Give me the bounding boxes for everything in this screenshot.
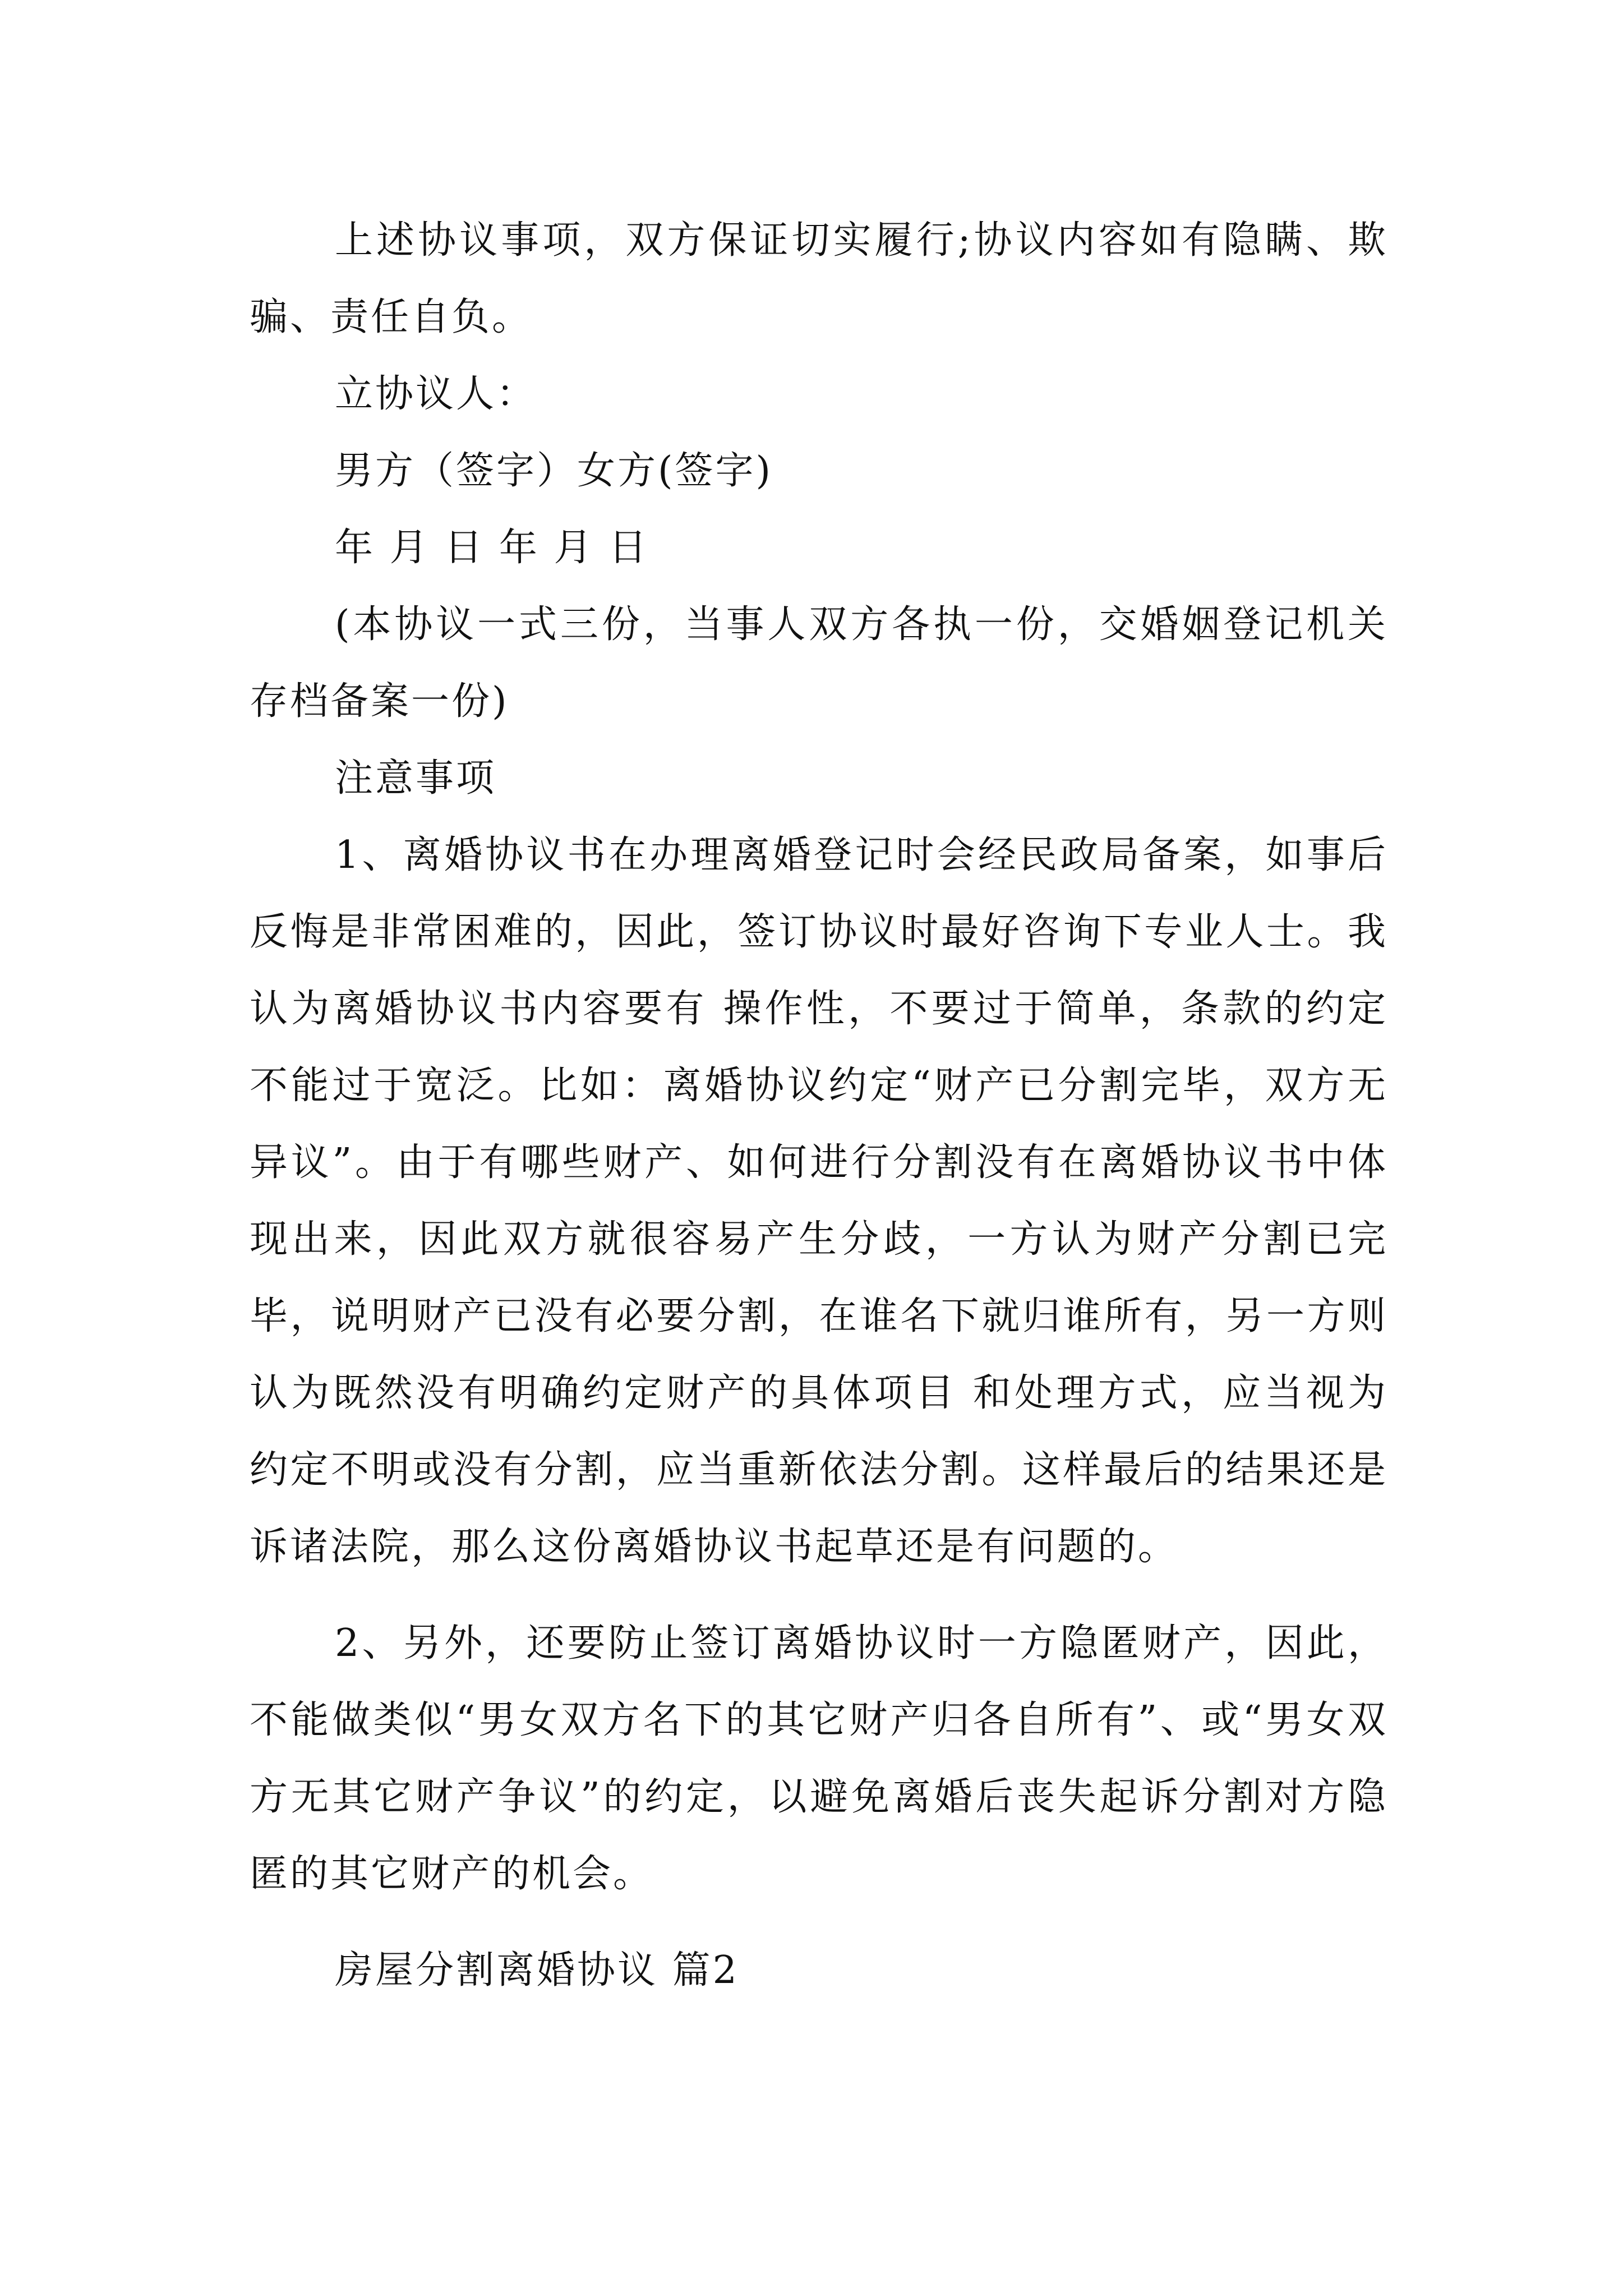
paragraph-note-2: 2、另外，还要防止签订离婚协议时一方隐匿财产，因此，不能做类似“男女双方名下的其它财产归各自所有”、或“男女双方无其它财产争议”的约定，以避免离婚后丧失起诉分割对方隐匿的其它财产的机会。 [250,1621,1388,1896]
paragraph-copies-note: (本协议一式三份，当事人双方各执一份，交婚姻登记机关存档备案一份) [250,602,1388,724]
heading-section-2: 房屋分割离婚协议 篇2 [335,1948,739,1993]
paragraph-signatures: 男方（签字）女方(签字) [335,449,773,493]
paragraph-dates: 年 月 日 年 月 日 [335,526,649,570]
document-body [250,202,1388,2009]
paragraph-commitment: 上述协议事项，双方保证切实履行;协议内容如有隐瞒、欺骗、责任自负。 [250,218,1388,339]
paragraph-note-1: 1、离婚协议书在办理离婚登记时会经民政局备案，如事后反悔是非常困难的，因此，签订协议时最好咨询下专业人士。我认为离婚协议书内容要有 操作性，不要过于简单，条款的约定不能过于宽泛。比如：离婚协议约定“财产已分割完毕，双方无异议”。由于有哪些财产、如何进行分割没有在离婚协议书中体 现出来，因此双方就很容易产生分歧，一方认为财产分割已完毕，说明财产已没有必要分割，在谁名下就归谁所有，另一方则认为既然没有明确约定财产的具体项目 和处理方式，应当视为约定不明或没有分割，应当重新依法分割。这样最后的结果还是诉诸法院，那么这份离婚协议书起草还是有问题的。 [250,833,1388,1569]
heading-notes: 注意事项 [335,756,497,800]
paragraph-signatories-label: 立协议人： [335,372,537,416]
